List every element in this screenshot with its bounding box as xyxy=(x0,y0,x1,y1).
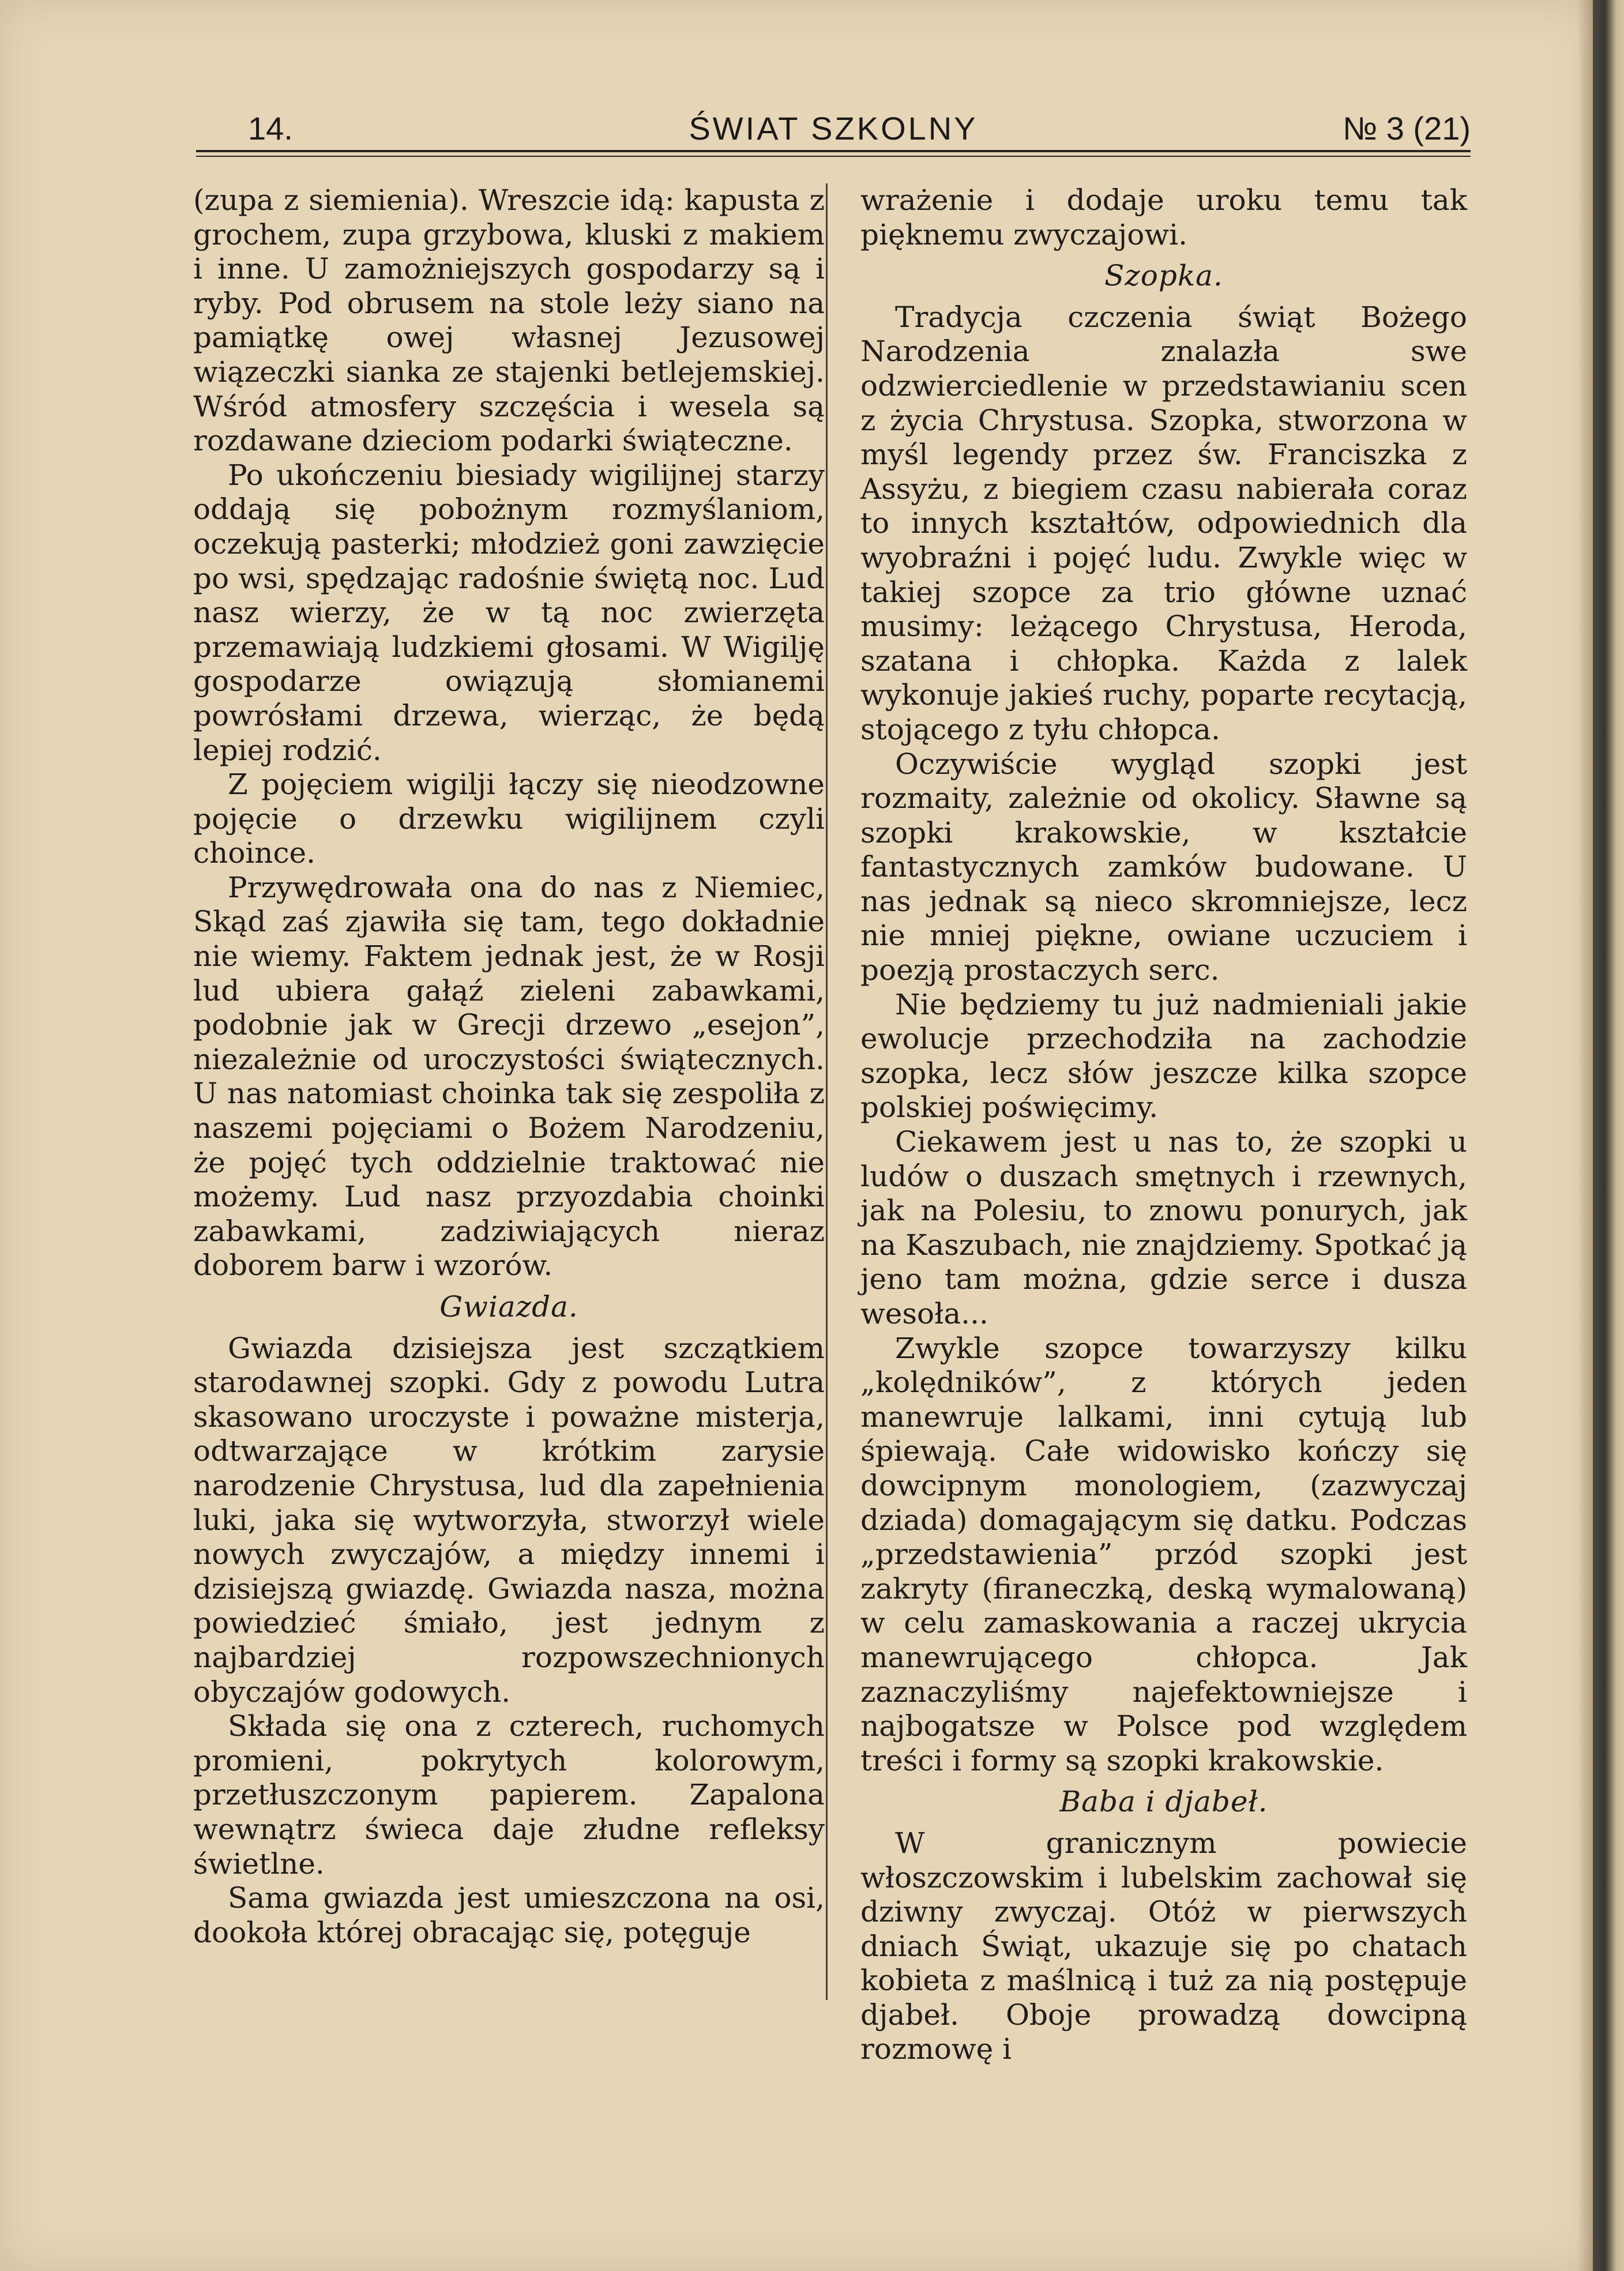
journal-title: ŚWIAT SZKOLNY xyxy=(689,110,978,146)
section-heading-gwiazda: Gwiazda. xyxy=(439,1290,578,1324)
paragraph: Nie będziemy tu już nadmieniali jakie ewolucje przechodziła na zachodzie szopka, lecz słów jeszcze kilka szopce polskiej poświęcimy. xyxy=(860,987,1467,1125)
section-heading-szopka: Szopka. xyxy=(1104,259,1223,293)
paragraph: Po ukończeniu biesiady wigilijnej starzy oddają się pobożnym rozmyślaniom, oczekują pasterki; młodzież goni zawzięcie po wsi, spędzając radośnie świętą noc. Lud nasz wierzy, że w tą noc zwierzęta przemawiają ludzkiemi głosami. W Wigilję gospodarze owiązują słomianemi powrósłami drzewa, wierząc, że będą lepiej rodzić. xyxy=(193,458,825,767)
paragraph: wrażenie i dodaje uroku temu tak pięknemu zwyczajowi. xyxy=(860,183,1467,251)
running-header xyxy=(196,108,1471,149)
section-heading-baba-i-djabel: Baba i djabeł. xyxy=(1059,1785,1268,1819)
left-column xyxy=(193,183,825,1950)
header-rule-thin xyxy=(196,156,1471,157)
binding-edge xyxy=(1593,0,1624,2271)
header-rule xyxy=(196,150,1471,152)
paragraph: (zupa z siemienia). Wreszcie idą: kapusta z grochem, zupa grzybowa, kluski z makiem i inne. U zamożniejszych gospodarzy są i ryby. Pod obrusem na stole leży siano na pamiątkę owej własnej Jezusowej wiązeczki sianka ze stajenki betlejemskiej. Wśród atmosfery szczęścia i wesela są rozdawane dzieciom podarki świąteczne. xyxy=(193,183,825,458)
page-number: 14. xyxy=(248,110,293,146)
paragraph: W granicznym powiecie włoszczowskim i lubelskim zachował się dziwny zwyczaj. Otóż w pierwszych dniach Świąt, ukazuje się po chatach kobieta z maślnicą i tuż za nią postępuje djabeł. Oboje prowadzą dowcipną rozmowę i xyxy=(860,1826,1467,2066)
paragraph: Przywędrowała ona do nas z Niemiec, Skąd zaś zjawiła się tam, tego dokładnie nie wiemy. Faktem jednak jest, że w Rosji lud ubiera gałąź zieleni zabawkami, podobnie jak w Grecji drzewo „esejon”, niezależnie od uroczystości świątecznych. U nas natomiast choinka tak się zespoliła z naszemi pojęciami o Bożem Narodzeniu, że pojęć tych oddzielnie traktować nie możemy. Lud nasz przyozdabia choinki zabawkami, zadziwiających nieraz doborem barw i wzorów. xyxy=(193,870,825,1283)
page-fold-shadow xyxy=(1577,0,1593,2271)
column-divider xyxy=(826,183,828,2000)
paragraph: Z pojęciem wigilji łączy się nieodzowne pojęcie o drzewku wigilijnem czyli choince. xyxy=(193,768,825,870)
paragraph: Sama gwiazda jest umieszczona na osi, dookoła której obracając się, potęguje xyxy=(193,1881,825,1949)
paragraph: Oczywiście wygląd szopki jest rozmaity, zależnie od okolicy. Sławne są szopki krakowskie, w kształcie fantastycznych zamków budowane. U nas jednak są nieco skromniejsze, lecz nie mniej piękne, owiane uczuciem i poezją prostaczych serc. xyxy=(860,747,1467,987)
paragraph: Tradycja czczenia świąt Bożego Narodzenia znalazła swe odzwierciedlenie w przedstawianiu scen z życia Chrystusa. Szopka, stworzona w myśl legendy przez św. Franciszka z Assyżu, z biegiem czasu nabierała coraz to innych kształtów, odpowiednich dla wyobraźni i pojęć ludu. Zwykle więc w takiej szopce za trio główne uznać musimy: leżącego Chrystusa, Heroda, szatana i chłopka. Każda z lalek wykonuje jakieś ruchy, poparte recytacją, stojącego z tyłu chłopca. xyxy=(860,300,1467,746)
paragraph: Składa się ona z czterech, ruchomych promieni, pokrytych kolorowym, przetłuszczonym papierem. Zapalona wewnątrz świeca daje złudne refleksy świetlne. xyxy=(193,1709,825,1881)
paragraph: Gwiazda dzisiejsza jest szczątkiem starodawnej szopki. Gdy z powodu Lutra skasowano uroczyste i poważne misterja, odtwarzające w krótkim zarysie narodzenie Chrystusa, lud dla zapełnienia luki, jaka się wytworzyła, stworzył wiele nowych zwyczajów, a między innemi i dzisiejszą gwiazdę. Gwiazda nasza, można powiedzieć śmiało, jest jednym z najbardziej rozpowszechnionych obyczajów godowych. xyxy=(193,1331,825,1709)
issue-number: № 3 (21) xyxy=(1343,110,1471,146)
paragraph: Zwykle szopce towarzyszy kilku „kolędników”, z których jeden manewruje lalkami, inni cytują lub śpiewają. Całe widowisko kończy się dowcipnym monologiem, (zazwyczaj dziada) domagającym się datku. Podczas „przedstawienia” przód szopki jest zakryty (firaneczką, deską wymalowaną) w celu zamaskowania a raczej ukrycia manewrującego chłopca. Jak zaznaczyliśmy najefektowniejsze i najbogatsze w Polsce pod względem treści i formy są szopki krakowskie. xyxy=(860,1331,1467,1777)
paragraph: Ciekawem jest u nas to, że szopki u ludów o duszach smętnych i rzewnych, jak na Polesiu, to znowu ponurych, jak na Kaszubach, nie znajdziemy. Spotkać ją jeno tam można, gdzie serce i dusza wesoła... xyxy=(860,1125,1467,1330)
right-column xyxy=(860,183,1467,2067)
